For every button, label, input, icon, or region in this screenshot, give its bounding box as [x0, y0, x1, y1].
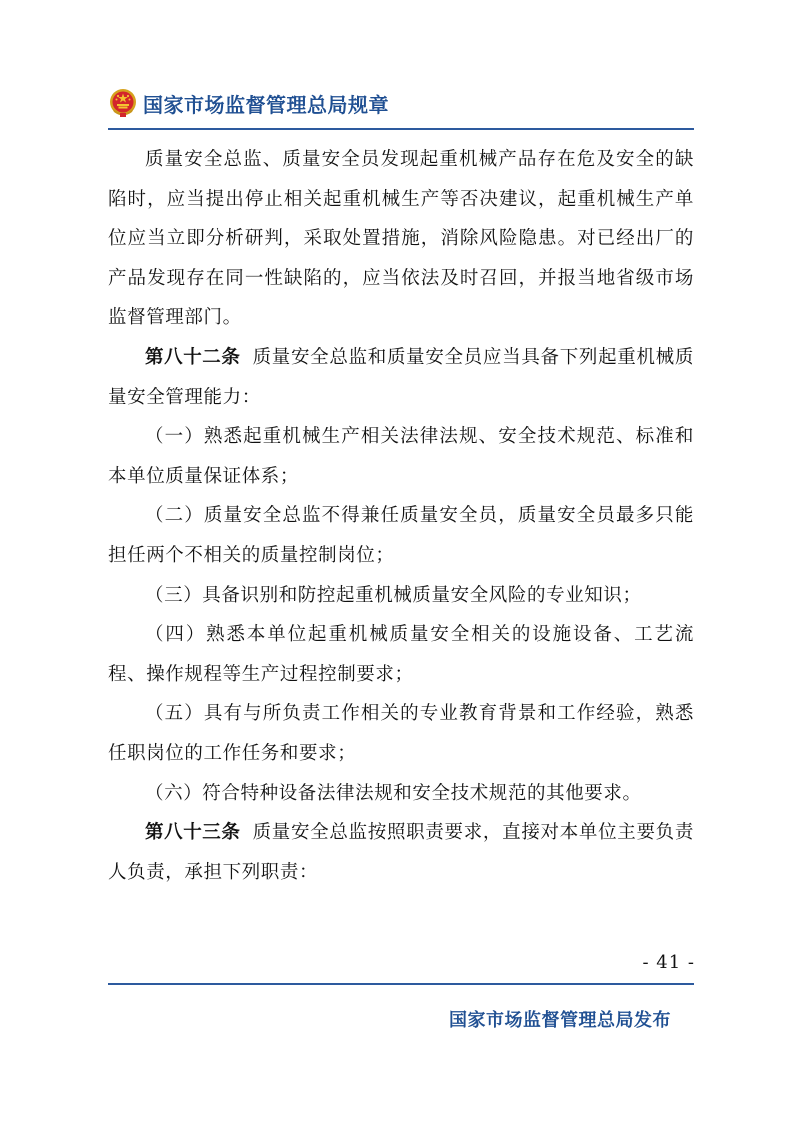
article-83-text: 质量安全总监按照职责要求，直接对本单位主要负责人负责，承担下列职责：	[108, 822, 694, 883]
header-divider	[108, 128, 694, 130]
header-title: 国家市场监督管理总局规章	[143, 92, 389, 117]
list-item-3: （三）具备识别和防控起重机械质量安全风险的专业知识；	[145, 584, 642, 606]
list-item-5: （五）具有与所负责工作相关的专业教育背景和工作经验，熟悉任职岗位的工作任务和要求；	[108, 703, 694, 764]
footer-publisher: 国家市场监督管理总局发布	[449, 1010, 671, 1031]
list-item-1: （一）熟悉起重机械生产相关法律法规、安全技术规范、标准和本单位质量保证体系；	[108, 426, 694, 487]
footer-divider	[108, 983, 694, 985]
article-83-label: 第八十三条	[145, 822, 241, 844]
page-header	[108, 86, 389, 120]
paragraph: 质量安全总监、质量安全员发现起重机械产品存在危及安全的缺陷时，应当提出停止相关起重机械生产等否决建议，起重机械生产单位应当立即分析研判，采取处置措施，消除风险隐患。对已经出厂的产品发现存在同一性缺陷的，应当依法及时召回，并报当地省级市场监督管理部门。	[108, 149, 694, 329]
list-item-2: （二）质量安全总监不得兼任质量安全员，质量安全员最多只能担任两个不相关的质量控制岗位；	[108, 505, 694, 566]
list-item-4: （四）熟悉本单位起重机械质量安全相关的设施设备、工艺流程、操作规程等生产过程控制要求；	[108, 624, 694, 685]
national-emblem-icon	[108, 88, 138, 118]
list-item-6: （六）符合特种设备法律法规和安全技术规范的其他要求。	[145, 782, 642, 804]
document-body	[108, 140, 694, 892]
page-number: - 41 -	[642, 952, 695, 973]
article-83	[108, 813, 694, 892]
article-82-text: 质量安全总监和质量安全员应当具备下列起重机械质量安全管理能力：	[108, 346, 694, 408]
article-82	[108, 338, 694, 417]
article-82-label: 第八十二条	[145, 346, 241, 368]
